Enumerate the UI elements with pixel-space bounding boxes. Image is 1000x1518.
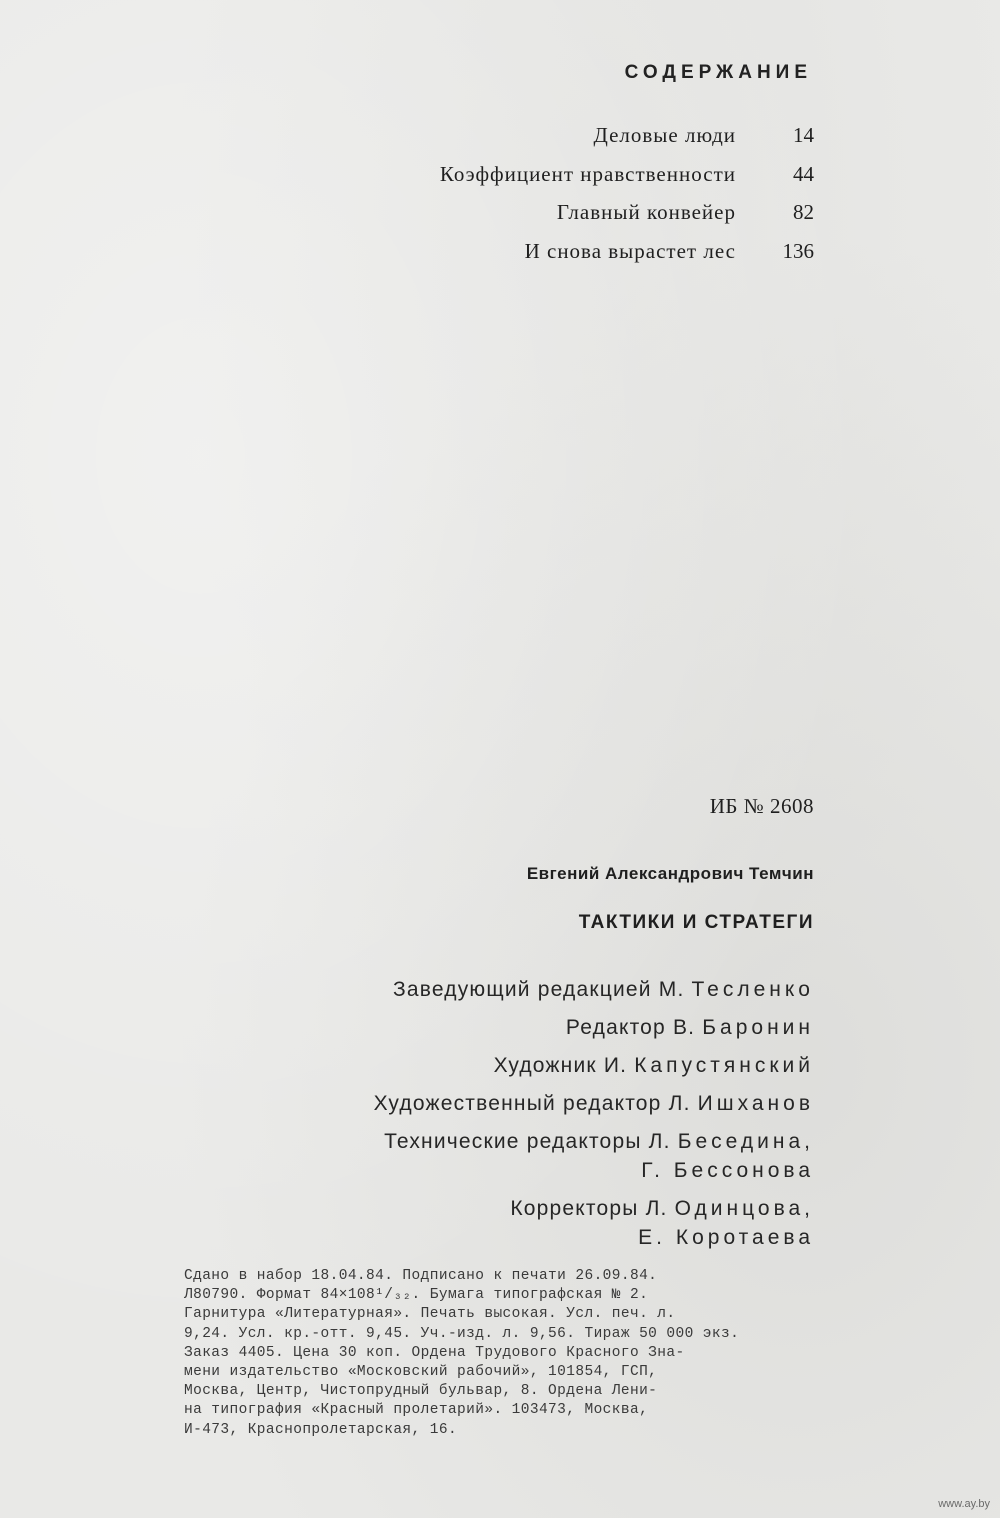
credit-name: Е. Коротаева [638, 1226, 814, 1249]
toc-entry-label: Главный конвейер [556, 200, 736, 224]
credit-role: Заведующий редакцией М. [392, 978, 685, 1001]
ib-number: ИБ № 2608 [709, 794, 814, 818]
credit-name: Капустянский [634, 1054, 814, 1077]
credit-name: Тесленко [691, 978, 814, 1001]
credit-role: Корректоры Л. [510, 1197, 668, 1220]
imprint-line: 9,24. Усл. кр.-отт. 9,45. Уч.-изд. л. 9,56. Тираж 50 000 экз. [184, 1325, 740, 1342]
credit-role: Художник И. [493, 1054, 628, 1077]
credit-role: Технические редакторы Л. [384, 1130, 671, 1153]
book-title: ТАКТИКИ И СТРАТЕГИ [578, 912, 814, 933]
toc-title: СОДЕРЖАНИЕ [624, 62, 812, 83]
imprint-line: на типография «Красный пролетарий». 103473, Москва, [184, 1402, 649, 1419]
imprint-line: Гарнитура «Литературная». Печать высокая. Усл. печ. л. [184, 1306, 676, 1323]
credit-head-editor [374, 975, 814, 1004]
toc-entry-page: 136 [782, 238, 814, 263]
imprint-line: Сдано в набор 18.04.84. Подписано к печати 26.09.84. [184, 1268, 658, 1284]
imprint-block [184, 1267, 816, 1440]
imprint-line: Москва, Центр, Чистопрудный бульвар, 8. Ордена Лени- [184, 1383, 658, 1400]
toc-entry-page: 14 [793, 123, 814, 147]
credit-name: Баронин [702, 1016, 814, 1039]
credit-name: Ишханов [697, 1092, 814, 1115]
imprint-line: И-473, Краснопролетарская, 16. [184, 1421, 458, 1438]
credit-artist [374, 1051, 814, 1080]
author-name: Евгений Александрович Темчин [526, 864, 814, 883]
credit-proofreaders [374, 1194, 814, 1252]
toc-entry [354, 200, 814, 239]
credit-art-editor [374, 1089, 814, 1118]
toc-entry-label: И снова вырастет лес [524, 238, 736, 263]
toc-entry-page: 82 [793, 200, 814, 224]
credit-name: Одинцова, [674, 1197, 814, 1220]
table-of-contents [354, 123, 814, 277]
toc-entry [354, 162, 814, 201]
credit-role: Художественный редактор Л. [373, 1092, 691, 1115]
credits-block [374, 975, 814, 1261]
imprint-line: Заказ 4405. Цена 30 коп. Ордена Трудового Красного Зна- [184, 1344, 685, 1361]
credit-name: Беседина, [677, 1130, 814, 1153]
watermark: www.ay.by [938, 1498, 990, 1510]
toc-entry [354, 239, 814, 278]
credit-tech-editors [374, 1127, 814, 1185]
imprint-line: Л80790. Формат 84×108¹/₃₂. Бумага типографская № 2. [184, 1287, 649, 1304]
toc-entry-label: Деловые люди [593, 123, 736, 147]
credit-name: Г. Бессонова [641, 1159, 814, 1182]
toc-entry-label: Коэффициент нравственности [439, 161, 736, 186]
credit-role: Редактор В. [565, 1016, 696, 1039]
toc-entry [354, 123, 814, 162]
toc-entry-page: 44 [793, 161, 814, 186]
imprint-line: мени издательство «Московский рабочий», 101854, ГСП, [184, 1364, 658, 1381]
credit-editor [374, 1013, 814, 1042]
